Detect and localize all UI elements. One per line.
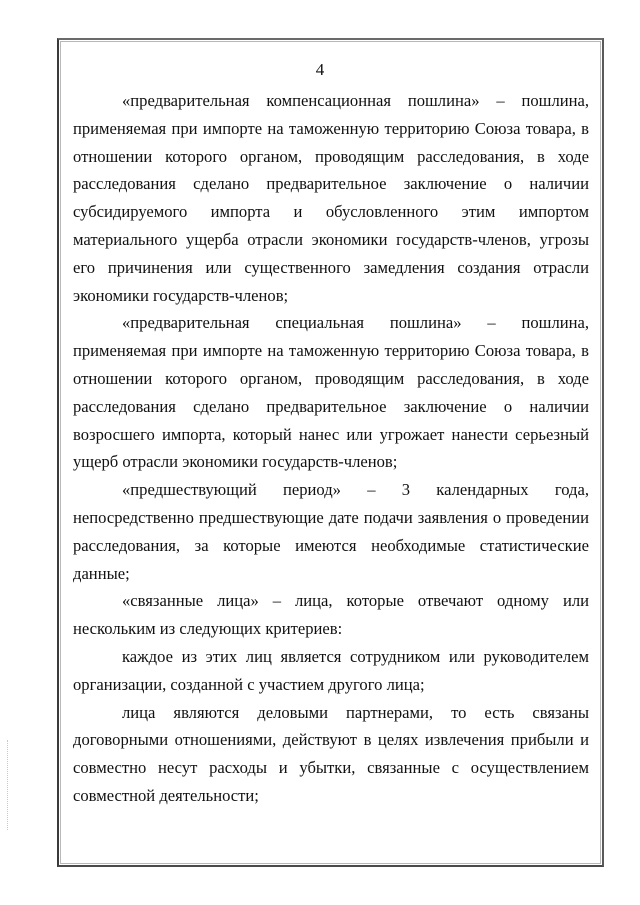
definition-provisional-special-duty: «предварительная специальная пошлина» – пошлина, применяемая при импорте на таможенную территорию Союза товара, в отношении которого органом, проводящим расследования, в ходе расследования сделано предварительное заключение о наличии возросшего импорта, который нанес или угрожает нанести серьезный ущерб отрасли экономики государств-членов;: [73, 313, 589, 472]
criterion-business-partners: лица являются деловыми партнерами, то есть связаны договорными отношениями, действуют в целях извлечения прибыли и совместно несут расходы и убытки, связанные с осуществлением совместной деятельности;: [73, 702, 589, 805]
definition-related-persons: «связанные лица» – лица, которые отвечают одному или нескольким из следующих критериев:: [73, 591, 589, 639]
definition-provisional-countervailing-duty: «предварительная компенсационная пошлина» – пошлина, применяемая при импорте на таможенную территорию Союза товара, в отношении которого органом, проводящим расследования, в ходе расследования сделано предварительное заключение о наличии субсидируемого импорта и обусловленного этим импортом материального ущерба отрасли экономики государств-членов, угрозы его причинения или существенного замедления создания отрасли экономики государств-членов;: [73, 91, 589, 305]
page-number: 4: [315, 60, 325, 79]
scan-artifact: [7, 740, 9, 830]
definition-preceding-period: «предшествующий период» – 3 календарных года, непосредственно предшествующие дате подачи заявления о проведении расследования, за которые имеются необходимые статистические данные;: [73, 480, 589, 583]
criterion-employee-or-manager: каждое из этих лиц является сотрудником или руководителем организации, созданной с участием другого лица;: [73, 646, 589, 694]
document-body: [73, 87, 589, 810]
